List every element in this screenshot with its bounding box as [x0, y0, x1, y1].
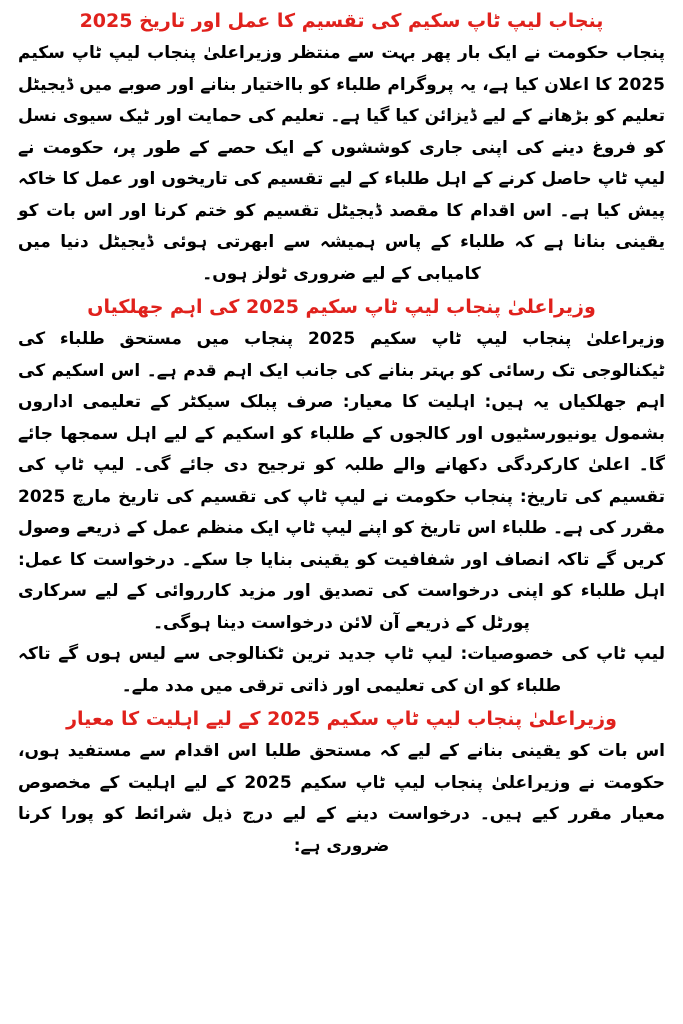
- section-heading-highlights: وزیراعلیٰ پنجاب لیپ ٹاپ سکیم 2025 کی اہم جھلکیاں: [87, 296, 596, 318]
- section-heading-eligibility: وزیراعلیٰ پنجاب لیپ ٹاپ سکیم 2025 کے لیے اہلیت کا معیار: [66, 708, 617, 730]
- eligibility-paragraph: اس بات کو یقینی بنانے کے لیے کہ مستحق طلبا اس اقدام سے مستفید ہوں، حکومت نے وزیراعلیٰ پنجاب لیپ ٹاپ سکیم 2025 کے لیے اہلیت کے مخصوص معیار مقرر کیے ہیں۔ درخواست دینے کے لیے درج ذیل شرائط کو پورا کرنا ضروری ہے:: [18, 741, 665, 856]
- intro-paragraph: پنجاب حکومت نے ایک بار پھر بہت سے منتظر وزیراعلیٰ پنجاب لیپ ٹاپ سکیم 2025 کا اعلان کیا ہے، یہ پروگرام طلباء کو بااختیار بنانے اور صوبے میں ڈیجیٹل تعلیم کو بڑھانے کے لیے ڈیزائن کیا گیا ہے۔ تعلیم کی حمایت اور ٹیک سیوی نسل کو فروغ دینے کی اپنی جاری کوششوں کے ایک حصے کے طور پر، حکومت نے لیپ ٹاپ حاصل کرنے کے اہل طلباء کے لیے تقسیم کی تاریخوں اور عمل کا خاکہ پیش کیا ہے۔ اس اقدام کا مقصد ڈیجیٹل تقسیم کو ختم کرنا اور اس بات کو یقینی بنانا ہے کہ طلباء کے پاس ہمیشہ سے ابھرتی ہوئی ڈیجیٹل دنیا میں کامیابی کے لیے ضروری ٹولز ہوں۔: [18, 43, 665, 284]
- highlights-paragraph: وزیراعلیٰ پنجاب لیپ ٹاپ سکیم 2025 پنجاب میں مستحق طلباء کی ٹیکنالوجی تک رسائی کو بہتر بنانے کی جانب ایک اہم قدم ہے۔ اس اسکیم کی اہم جھلکیاں یہ ہیں: اہلیت کا معیار: صرف پبلک سیکٹر کے تعلیمی اداروں بشمول یونیورسٹیوں اور کالجوں کے طلباء کو اسکیم کے لیے اہل سمجھا جائے گا۔ اعلیٰ کارکردگی دکھانے والے طلبہ کو ترجیح دی جائے گی۔ لیپ ٹاپ کی تقسیم کی تاریخ: پنجاب حکومت نے لیپ ٹاپ کی تقسیم کی تاریخ مارچ 2025 مقرر کی ہے۔ طلباء اس تاریخ کو اپنے لیپ ٹاپ ایک منظم عمل کے ذریعے وصول کریں گے تاکہ انصاف اور شفافیت کو یقینی بنایا جا سکے۔ درخواست کا عمل: اہل طلباء کو اپنی درخواست کی تصدیق اور مزید کارروائی کے لیے سرکاری پورٹل کے ذریعے آن لائن درخواست دینا ہوگی۔: [18, 329, 665, 633]
- section-heading-distribution: پنجاب لیپ ٹاپ سکیم کی تقسیم کا عمل اور تاریخ 2025: [79, 10, 604, 32]
- article: [18, 4, 665, 862]
- laptop-features-paragraph: لیپ ٹاپ کی خصوصیات: لیپ ٹاپ جدید ترین ٹکنالوجی سے لیس ہوں گے تاکہ طلباء کو ان کی تعلیمی اور ذاتی ترقی میں مدد ملے۔: [18, 644, 665, 696]
